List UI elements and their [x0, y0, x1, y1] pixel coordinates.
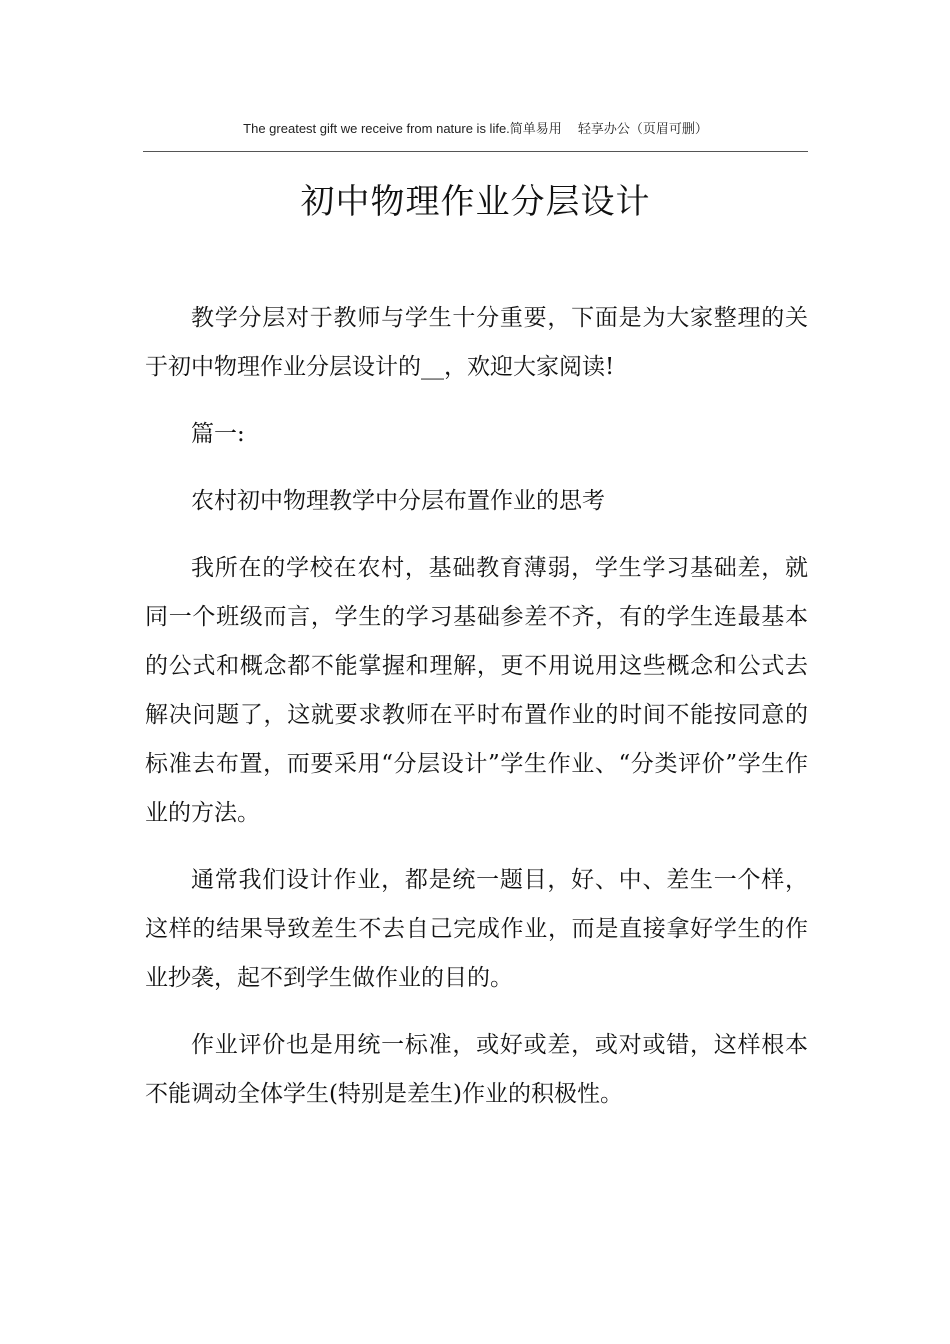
- section-heading: 篇一:: [191, 421, 245, 447]
- document-body: [145, 294, 808, 1137]
- body-paragraph: 我所在的学校在农村，基础教育薄弱，学生学习基础差，就同一个班级而言，学生的学习基础参差不齐，有的学生连最基本的公式和概念都不能掌握和理解，更不用说用这些概念和公式去解决问题了，这就要求教师在平时布置作业的时间不能按同意的标准去布置，而要采用“分层设计”学生作业、“分类评价”学生作业的方法。: [145, 555, 808, 826]
- header-chinese-tagline-2: 轻享办公（页眉可删）: [577, 121, 708, 136]
- document-title: 初中物理作业分层设计: [300, 182, 651, 222]
- page-header: [143, 118, 808, 137]
- header-english-tagline: The greatest gift we receive from nature is life.: [243, 121, 510, 136]
- section-subtitle: 农村初中物理教学中分层布置作业的思考: [191, 488, 605, 514]
- header-chinese-tagline-1: 简单易用: [509, 121, 562, 136]
- header-divider: [143, 151, 808, 152]
- body-paragraph: 作业评价也是用统一标准，或好或差，或对或错，这样根本不能调动全体学生(特别是差生)作业的积极性。: [145, 1032, 808, 1107]
- body-paragraph: 通常我们设计作业，都是统一题目，好、中、差生一个样，这样的结果导致差生不去自己完成作业，而是直接拿好学生的作业抄袭，起不到学生做作业的目的。: [145, 867, 808, 991]
- intro-paragraph: 教学分层对于教师与学生十分重要，下面是为大家整理的关于初中物理作业分层设计的__，欢迎大家阅读!: [145, 305, 808, 380]
